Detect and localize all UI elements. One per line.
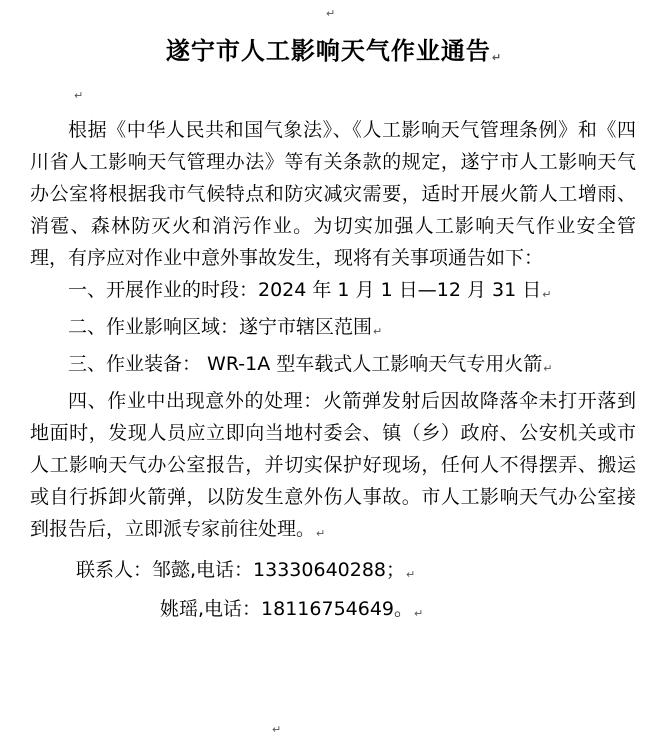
paragraph-mark-top: ↵ — [326, 7, 336, 20]
intro-paragraph: 根据《中华人民共和国气象法》、《人工影响天气管理条例》和《四川省人工影响天气管理办法》等有关条款的规定，遂宁市人工影响天气办公室将根据我市气候特点和防灾减灾需要，适时开展火箭人工增雨、消雹、森林防灭火和消污作业。为切实加强人工影响天气作业安全管理，有序应对作业中意外事故发生，现将有关事项通告如下： — [30, 119, 636, 269]
paragraph-mark-item4: ↵ — [316, 527, 326, 540]
notice-body — [30, 114, 636, 630]
paragraph-mark-item1: ↵ — [542, 288, 552, 301]
contact-1-text: 联系人：邹懿,电话：13330640288； — [76, 559, 406, 581]
item-accident-handling — [30, 385, 636, 550]
paragraph-mark-contact2: ↵ — [414, 607, 424, 620]
item-area — [30, 311, 636, 348]
item-period-text: 一、开展作业的时段：2024 年 1 月 1 日—12 月 31 日 — [68, 279, 542, 301]
paragraph-mark-item2: ↵ — [373, 325, 383, 338]
paragraph-mark-item3: ↵ — [543, 362, 553, 375]
contact-2-text: 姚瑶,电话：18116754649。 — [160, 598, 414, 620]
item-accident-text: 四、作业中出现意外的处理：火箭弹发射后因故降落伞未打开落到地面时，发现人员应立即向当地村委会、镇（乡）政府、公安机关或市人工影响天气办公室报告，并切实保护好现场，任何人不得摆弄、搬运或自行拆卸火箭弹，以防发生意外伤人事故。市人工影响天气办公室接到报告后，立即派专家前往处理。 — [30, 390, 636, 540]
paragraph-mark-title: ↵ — [491, 51, 503, 64]
paragraph-mark-bottom: ↵ — [272, 723, 282, 736]
contact-line-1 — [30, 554, 636, 591]
paragraph-mark-contact1: ↵ — [406, 568, 416, 581]
title-text: 遂宁市人工影响天气作业通告 — [165, 37, 491, 65]
item-equipment-text: 三、作业装备： WR-1A 型车载式人工影响天气专用火箭 — [68, 353, 543, 375]
contact-line-2 — [30, 593, 636, 630]
item-period — [30, 274, 636, 311]
page-title — [0, 36, 668, 73]
item-equipment — [30, 348, 636, 385]
item-area-text: 二、作业影响区域：遂宁市辖区范围 — [68, 316, 373, 338]
paragraph-mark-blank: ↵ — [74, 89, 84, 102]
